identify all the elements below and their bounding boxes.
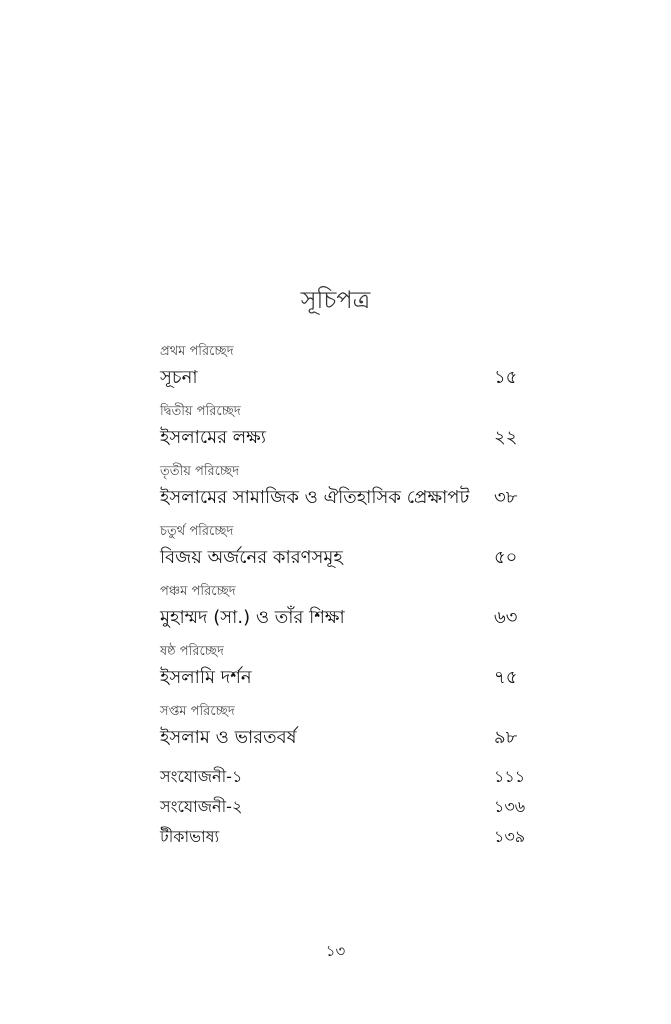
appendix-title: সংযোজনী-১ [160, 767, 243, 786]
chapter-page-number: ৩৮ [494, 487, 518, 508]
chapter-page-number: ৭৫ [494, 667, 518, 688]
toc-entry [160, 482, 530, 514]
chapter-label: চতুর্থ পরিচ্ছেদ [160, 524, 234, 539]
toc-entry [160, 362, 530, 394]
toc-entry [160, 602, 530, 634]
appendix-entry [160, 822, 530, 852]
chapter-label: সপ্তম পরিচ্ছেদ [160, 704, 235, 719]
toc-heading: সূচিপত্র [300, 286, 371, 314]
chapter-page-number: ৬৩ [494, 607, 518, 628]
chapter-page-number: ১৫ [494, 367, 518, 388]
toc-chapter [160, 642, 530, 694]
toc-entry [160, 662, 530, 694]
toc-entry [160, 722, 530, 754]
chapter-title: ইসলামের লক্ষ্য [160, 427, 266, 448]
chapter-label: পঞ্চম পরিচ্ছেদ [160, 584, 236, 599]
chapter-title: বিজয় অর্জনের কারণসমূহ [160, 547, 343, 568]
chapter-page-number: ২২ [494, 427, 518, 448]
chapter-label: প্রথম পরিচ্ছেদ [160, 344, 234, 359]
chapter-label: তৃতীয় পরিচ্ছেদ [160, 464, 240, 479]
toc-chapter [160, 702, 530, 754]
toc-chapter [160, 522, 530, 574]
appendix-entry [160, 792, 530, 822]
chapter-title: ইসলাম ও ভারতবর্ষ [160, 727, 297, 748]
toc-entry [160, 542, 530, 574]
page-number: ১৩ [325, 942, 346, 960]
appendix-title: টীকাভাষ্য [160, 827, 220, 846]
appendix-list [160, 762, 530, 852]
chapter-label: দ্বিতীয় পরিচ্ছেদ [160, 404, 241, 419]
chapter-title: ইসলামের সামাজিক ও ঐতিহাসিক প্রেক্ষাপট [160, 487, 470, 508]
chapter-page-number: ৯৮ [494, 727, 518, 748]
appendix-entry [160, 762, 530, 792]
table-of-contents [160, 342, 530, 852]
toc-chapter [160, 462, 530, 514]
chapter-title: ইসলামি দর্শন [160, 667, 252, 688]
chapter-label: ষষ্ঠ পরিচ্ছেদ [160, 644, 224, 659]
toc-entry [160, 422, 530, 454]
toc-chapter [160, 342, 530, 394]
toc-chapter [160, 402, 530, 454]
appendix-title: সংযোজনী-২ [160, 797, 243, 816]
chapter-title: সূচনা [160, 367, 198, 388]
appendix-page-number: ১১১ [494, 767, 526, 786]
toc-chapter [160, 582, 530, 634]
appendix-page-number: ১৩৬ [494, 797, 526, 816]
chapter-page-number: ৫০ [494, 547, 518, 568]
appendix-page-number: ১৩৯ [494, 827, 526, 846]
chapter-title: মুহাম্মদ (সা.) ও তাঁর শিক্ষা [160, 607, 345, 628]
